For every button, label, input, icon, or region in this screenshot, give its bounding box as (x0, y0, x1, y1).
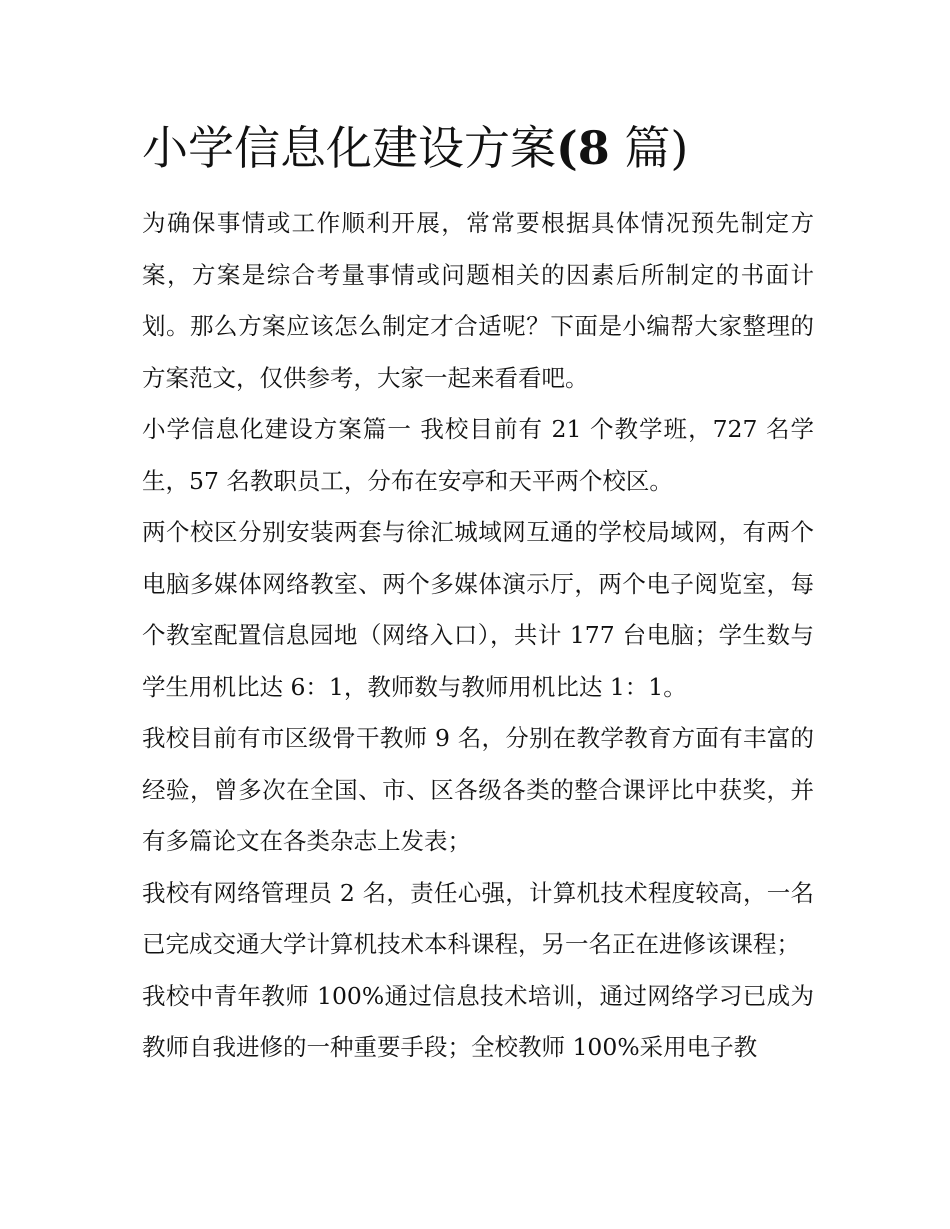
document-body (142, 198, 814, 1074)
paragraph-network-admins: 我校有网络管理员 2 名，责任心强，计算机技术程度较高，一名已完成交通大学计算机技术本科课程，另一名正在进修该课程； (142, 878, 814, 958)
document-title (142, 118, 822, 178)
title-main: 小学信息化建设方案 (142, 121, 556, 175)
title-suffix: 篇) (609, 121, 689, 175)
paragraph-key-teachers: 我校目前有市区级骨干教师 9 名，分别在教学教育方面有丰富的经验，曾多次在全国、市、区各级各类的整合课评比中获奖，并有多篇论文在各类杂志上发表； (142, 724, 814, 855)
paragraph-network-facilities: 两个校区分别安装两套与徐汇城域网互通的学校局域网，有两个电脑多媒体网络教室、两个多媒体演示厅，两个电子阅览室，每个教室配置信息园地（网络入口），共计 177 台电脑；学生数与学生用机比达 6：1，教师数与教师用机比达 1：1。 (142, 518, 814, 701)
paragraph-teacher-training: 我校中青年教师 100%通过信息技术培训，通过网络学习已成为教师自我进修的一种重要手段；全校教师 100%采用电子教 (142, 981, 814, 1061)
title-count: (8 (556, 121, 610, 175)
paragraph-intro: 为确保事情或工作顺利开展，常常要根据具体情况预先制定方案，方案是综合考量事情或问题相关的因素后所制定的书面计划。那么方案应该怎么制定才合适呢？下面是小编帮大家整理的方案范文，仅供参考，大家一起来看看吧。 (142, 209, 814, 392)
paragraph-school-overview: 小学信息化建设方案篇一 我校目前有 21 个教学班，727 名学生，57 名教职员工，分布在安亭和天平两个校区。 (142, 415, 814, 495)
